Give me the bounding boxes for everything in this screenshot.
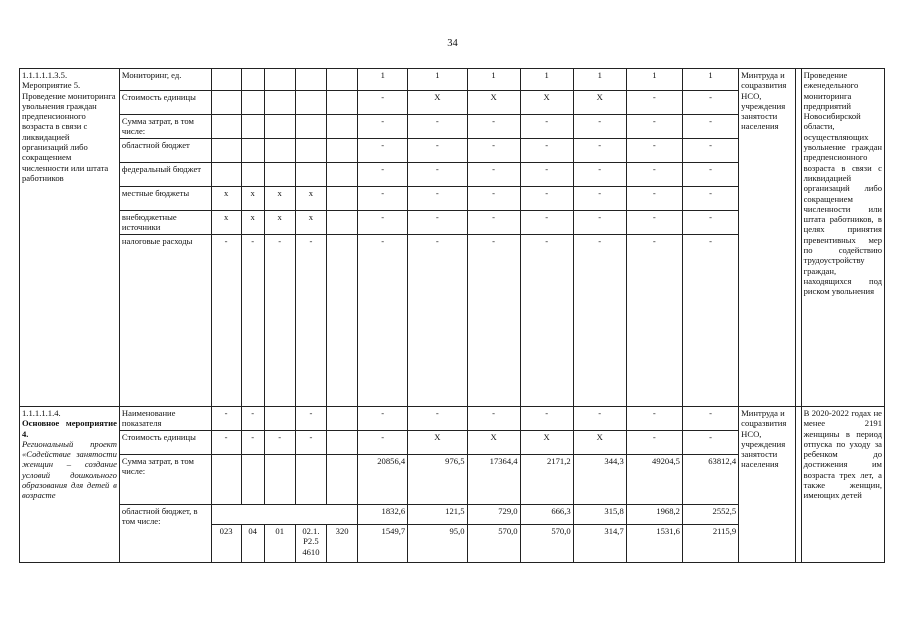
budget-code-cell [264, 139, 295, 163]
expected-result-cell: В 2020-2022 годах не менее 2191 женщины в период отпуска по уходу за ребенком до достижения им возраста трех лет, а также женщин, имеющих детей [801, 407, 884, 563]
budget-code-cell [241, 163, 264, 187]
budget-code-cell [211, 455, 241, 505]
year-value-cell: - [408, 139, 467, 163]
budget-code-cell [327, 91, 358, 115]
budget-code-cell: 02.1. P2.5 4610 [295, 525, 326, 563]
year-value-cell: 1 [573, 69, 626, 91]
year-value-cell: - [358, 139, 408, 163]
year-value-cell: - [573, 187, 626, 211]
year-value-cell: - [573, 163, 626, 187]
year-value-cell: - [467, 115, 520, 139]
year-value-cell: 95,0 [408, 525, 467, 563]
year-value-cell: - [520, 139, 573, 163]
year-value-cell: - [408, 163, 467, 187]
year-value-cell: - [358, 163, 408, 187]
year-value-cell: - [358, 91, 408, 115]
year-value-cell: - [520, 211, 573, 235]
table-row [20, 69, 885, 91]
year-value-cell: 1 [520, 69, 573, 91]
year-value-cell: - [408, 211, 467, 235]
budget-code-cell: - [241, 431, 264, 455]
indicator-label: Сумма затрат, в том числе: [119, 115, 211, 139]
budget-code-cell [295, 69, 326, 91]
year-value-cell: - [682, 407, 738, 431]
budget-code-cell: - [264, 235, 295, 407]
year-value-cell: - [408, 187, 467, 211]
indicator-label: Стоимость единицы [119, 431, 211, 455]
year-value-cell: - [358, 211, 408, 235]
year-value-cell: - [358, 431, 408, 455]
year-value-cell: 2552,5 [682, 505, 738, 525]
indicator-label: областной бюджет, в том числе: [119, 505, 211, 563]
budget-code-cell [327, 235, 358, 407]
year-value-cell: X [467, 431, 520, 455]
indicator-label: Стоимость единицы [119, 91, 211, 115]
year-value-cell: 666,3 [520, 505, 573, 525]
activity-title: Основное мероприятие 4. [22, 418, 117, 439]
budget-code-cell [211, 69, 241, 91]
year-value-cell: 315,8 [573, 505, 626, 525]
year-value-cell: 314,7 [573, 525, 626, 563]
activity-code: 1.1.1.1.1.3.5. [22, 70, 68, 80]
year-value-cell: - [626, 91, 682, 115]
budget-code-cell: х [241, 211, 264, 235]
year-value-cell: - [573, 407, 626, 431]
budget-code-cell [327, 407, 358, 431]
budget-code-cell [264, 407, 295, 431]
budget-code-cell [264, 91, 295, 115]
year-value-cell: 49204,5 [626, 455, 682, 505]
year-value-cell: 1968,2 [626, 505, 682, 525]
year-value-cell: 63812,4 [682, 455, 738, 505]
table-row [20, 407, 885, 431]
year-value-cell: - [358, 407, 408, 431]
year-value-cell: - [358, 235, 408, 407]
year-value-cell: 1832,6 [358, 505, 408, 525]
year-value-cell: 1 [358, 69, 408, 91]
budget-code-cell [295, 139, 326, 163]
year-value-cell: - [520, 407, 573, 431]
budget-code-cell: х [264, 187, 295, 211]
budget-code-cell [327, 431, 358, 455]
budget-code-cell: - [241, 235, 264, 407]
year-value-cell: - [573, 139, 626, 163]
executor-cell: Минтруда и соцразвития НСО, учреждения занятости населения [739, 407, 796, 563]
year-value-cell: - [682, 431, 738, 455]
budget-code-cell: 04 [241, 525, 264, 563]
budget-code-cell: 01 [264, 525, 295, 563]
year-value-cell: - [467, 139, 520, 163]
budget-code-cell [264, 115, 295, 139]
year-value-cell: 1 [682, 69, 738, 91]
budget-code-cell [211, 115, 241, 139]
budget-code-cell: х [241, 187, 264, 211]
budget-code-cell [211, 139, 241, 163]
year-value-cell: X [520, 91, 573, 115]
budget-code-cell [295, 91, 326, 115]
year-value-cell: 17364,4 [467, 455, 520, 505]
indicator-label: налоговые расходы [119, 235, 211, 407]
budget-code-cell [264, 455, 295, 505]
year-value-cell: - [408, 235, 467, 407]
year-value-cell: 976,5 [408, 455, 467, 505]
budget-code-cell [241, 139, 264, 163]
budget-code-cell [241, 115, 264, 139]
indicator-label: Наименование показателя [119, 407, 211, 431]
year-value-cell: - [682, 91, 738, 115]
budget-code-cell: - [211, 235, 241, 407]
year-value-cell: 2115,9 [682, 525, 738, 563]
page-number: 34 [447, 38, 458, 49]
budget-code-cell [327, 115, 358, 139]
budget-code-cell: - [241, 407, 264, 431]
year-value-cell: 2171,2 [520, 455, 573, 505]
year-value-cell: 344,3 [573, 455, 626, 505]
activity-code: 1.1.1.1.1.4. [22, 408, 61, 418]
year-value-cell: - [573, 235, 626, 407]
budget-code-cell [295, 455, 326, 505]
budget-code-cell [241, 69, 264, 91]
budget-code-cell [295, 115, 326, 139]
year-value-cell: 570,0 [467, 525, 520, 563]
year-value-cell: - [573, 115, 626, 139]
budget-code-cell: - [295, 407, 326, 431]
year-value-cell: - [358, 187, 408, 211]
activity-title: Мероприятие 5. Проведение мониторинга увольнения граждан предпенсионного возраста в связи с ликвидацией организаций либо сокращением численности или штата работников [22, 80, 116, 183]
year-value-cell: - [626, 235, 682, 407]
indicator-label: Мониторинг, ед. [119, 69, 211, 91]
indicator-label: Сумма затрат, в том числе: [119, 455, 211, 505]
year-value-cell: - [626, 211, 682, 235]
year-value-cell: - [626, 139, 682, 163]
year-value-cell: X [408, 431, 467, 455]
budget-code-cell [295, 163, 326, 187]
budget-code-cell [327, 139, 358, 163]
budget-code-cell [211, 91, 241, 115]
year-value-cell: 1531,6 [626, 525, 682, 563]
year-value-cell: - [626, 187, 682, 211]
year-value-cell: - [520, 115, 573, 139]
budget-code-cell: - [211, 431, 241, 455]
budget-code-cell: - [264, 431, 295, 455]
budget-code-cell [327, 211, 358, 235]
year-value-cell: - [408, 115, 467, 139]
year-value-cell: - [467, 211, 520, 235]
budget-code-cell: 320 [327, 525, 358, 563]
activity-cell [20, 407, 120, 563]
budget-code-cell: - [295, 431, 326, 455]
year-value-cell: - [682, 211, 738, 235]
year-value-cell: - [467, 407, 520, 431]
program-table [19, 68, 885, 563]
year-value-cell: 121,5 [408, 505, 467, 525]
year-value-cell: - [467, 163, 520, 187]
year-value-cell: - [626, 407, 682, 431]
indicator-label: внебюджетные источники [119, 211, 211, 235]
budget-code-cell: х [295, 187, 326, 211]
year-value-cell: X [573, 91, 626, 115]
expected-result-cell: Проведение еженедельного мониторинга предприятий Новосибирской области, осуществляющих увольнение граждан предпенсионного возраста в связи с ликвидацией организаций либо сокращением численности или штата работников, в целях принятия превентивных мер по содействию трудоустройству граждан, находящихся под риском увольнения [801, 69, 884, 407]
year-value-cell: X [520, 431, 573, 455]
indicator-label: федеральный бюджет [119, 163, 211, 187]
year-value-cell: - [520, 187, 573, 211]
executor-cell: Минтруда и соцразвития НСО, учреждения занятости населения [739, 69, 796, 407]
budget-code-cell [211, 163, 241, 187]
year-value-cell: X [467, 91, 520, 115]
year-value-cell: 20856,4 [358, 455, 408, 505]
year-value-cell: - [682, 235, 738, 407]
year-value-cell: 1 [626, 69, 682, 91]
indicator-label: местные бюджеты [119, 187, 211, 211]
year-value-cell: - [358, 115, 408, 139]
year-value-cell: - [408, 407, 467, 431]
year-value-cell: - [626, 115, 682, 139]
budget-code-cell: х [211, 187, 241, 211]
budget-code-cell [327, 69, 358, 91]
year-value-cell: 570,0 [520, 525, 573, 563]
year-value-cell: - [626, 163, 682, 187]
indicator-label: областной бюджет [119, 139, 211, 163]
year-value-cell: - [467, 235, 520, 407]
year-value-cell: 1 [467, 69, 520, 91]
budget-code-cell [211, 505, 358, 525]
year-value-cell: - [682, 163, 738, 187]
year-value-cell: 1 [408, 69, 467, 91]
budget-code-cell [327, 455, 358, 505]
year-value-cell: 1549,7 [358, 525, 408, 563]
year-value-cell: X [408, 91, 467, 115]
year-value-cell: - [682, 115, 738, 139]
budget-code-cell [264, 163, 295, 187]
budget-code-cell: 023 [211, 525, 241, 563]
year-value-cell: - [520, 163, 573, 187]
year-value-cell: - [573, 211, 626, 235]
year-value-cell: - [682, 187, 738, 211]
year-value-cell: 729,0 [467, 505, 520, 525]
activity-cell [20, 69, 120, 407]
budget-code-cell [241, 91, 264, 115]
year-value-cell: - [682, 139, 738, 163]
year-value-cell: X [573, 431, 626, 455]
budget-code-cell [327, 163, 358, 187]
budget-code-cell: х [211, 211, 241, 235]
budget-code-cell [241, 455, 264, 505]
budget-code-cell: х [264, 211, 295, 235]
activity-subtitle: Региональный проект «Содействие занятости женщин – создание условий дошкольного образования для детей в возрасте [22, 438, 117, 501]
budget-code-cell: х [295, 211, 326, 235]
year-value-cell: - [626, 431, 682, 455]
budget-code-cell [264, 69, 295, 91]
budget-code-cell: - [211, 407, 241, 431]
budget-code-cell [327, 187, 358, 211]
year-value-cell: - [467, 187, 520, 211]
year-value-cell: - [520, 235, 573, 407]
budget-code-cell: - [295, 235, 326, 407]
